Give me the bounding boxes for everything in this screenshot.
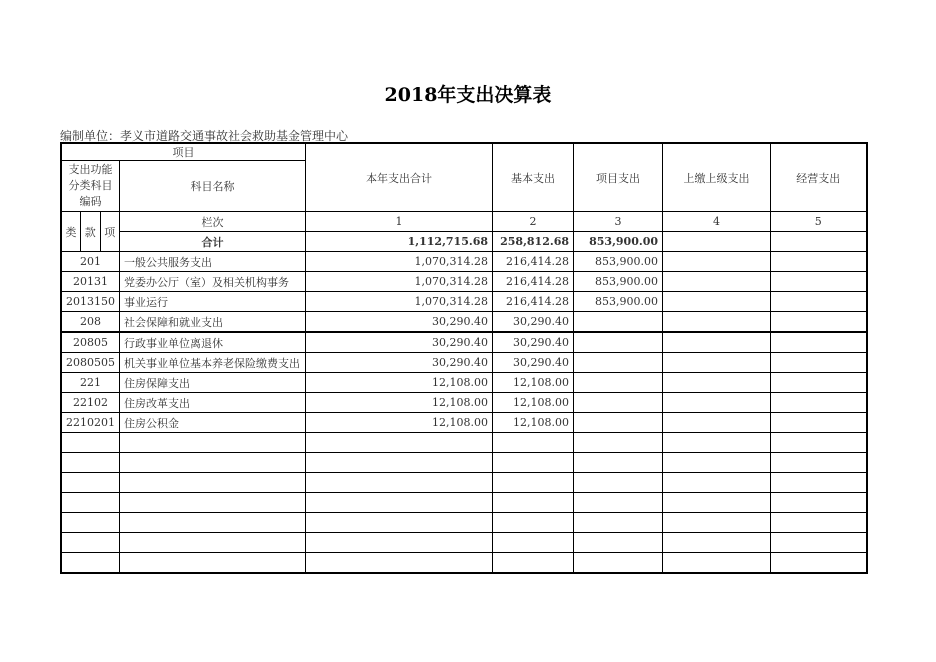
amount-upper [663, 272, 771, 292]
amount-basic [493, 513, 574, 533]
subject-name: 住房改革支出 [120, 393, 306, 413]
table-row [61, 332, 867, 353]
subject-name: 党委办公厅（室）及相关机构事务 [120, 272, 306, 292]
total-amount: 1,112,715.68 [306, 232, 493, 252]
table-row-empty [61, 513, 867, 533]
amount-upper [663, 453, 771, 473]
amount-project [574, 373, 663, 393]
amount-business [771, 453, 867, 473]
amount-project [574, 533, 663, 553]
amount-upper [663, 393, 771, 413]
header-project: 项目 [61, 143, 306, 161]
total-upper [663, 232, 771, 252]
amount-total [306, 553, 493, 574]
total-business [771, 232, 867, 252]
amount-total: 1,070,314.28 [306, 292, 493, 312]
amount-business [771, 413, 867, 433]
amount-project [574, 353, 663, 373]
table-row-empty [61, 433, 867, 453]
subject-code: 22102 [61, 393, 120, 413]
amount-upper [663, 353, 771, 373]
subject-code [61, 453, 120, 473]
amount-total [306, 453, 493, 473]
subject-code: 20805 [61, 332, 120, 353]
subject-name: 事业运行 [120, 292, 306, 312]
amount-basic: 12,108.00 [493, 413, 574, 433]
amount-basic: 216,414.28 [493, 292, 574, 312]
header-subject-name: 科目名称 [120, 161, 306, 212]
amount-business [771, 493, 867, 513]
amount-total [306, 533, 493, 553]
amount-total [306, 433, 493, 453]
amount-total: 30,290.40 [306, 332, 493, 353]
amount-upper [663, 332, 771, 353]
amount-project [574, 312, 663, 333]
header-row-index [61, 212, 867, 232]
table-row [61, 272, 867, 292]
total-row [61, 232, 867, 252]
header-lei: 类 [61, 212, 81, 252]
amount-upper [663, 252, 771, 272]
subject-name: 一般公共服务支出 [120, 252, 306, 272]
index-3: 3 [574, 212, 663, 232]
amount-project [574, 332, 663, 353]
amount-upper [663, 413, 771, 433]
amount-project [574, 393, 663, 413]
amount-total [306, 493, 493, 513]
amount-total: 12,108.00 [306, 413, 493, 433]
table-row-empty [61, 493, 867, 513]
amount-project [574, 553, 663, 574]
subject-name: 住房公积金 [120, 413, 306, 433]
table-row-empty [61, 453, 867, 473]
header-lanci: 栏次 [120, 212, 306, 232]
amount-business [771, 373, 867, 393]
amount-basic [493, 473, 574, 493]
subject-name: 社会保障和就业支出 [120, 312, 306, 333]
report-title: 2018年支出决算表 [384, 84, 552, 106]
header-xiang: 项 [100, 212, 120, 252]
subject-name: 住房保障支出 [120, 373, 306, 393]
amount-basic [493, 533, 574, 553]
subject-name [120, 433, 306, 453]
amount-business [771, 393, 867, 413]
header-total: 本年支出合计 [306, 143, 493, 212]
index-4: 4 [663, 212, 771, 232]
subject-code: 208 [61, 312, 120, 333]
amount-total: 30,290.40 [306, 353, 493, 373]
subject-code [61, 473, 120, 493]
amount-project [574, 433, 663, 453]
table-row [61, 393, 867, 413]
amount-business [771, 272, 867, 292]
amount-upper [663, 493, 771, 513]
amount-business [771, 292, 867, 312]
subject-code: 2080505 [61, 353, 120, 373]
subject-code [61, 433, 120, 453]
subject-code [61, 493, 120, 513]
amount-total: 1,070,314.28 [306, 272, 493, 292]
amount-basic: 12,108.00 [493, 393, 574, 413]
table-row-empty [61, 473, 867, 493]
subject-name [120, 453, 306, 473]
amount-basic: 216,414.28 [493, 272, 574, 292]
table-row [61, 312, 867, 333]
subject-code [61, 533, 120, 553]
expenditure-table [60, 142, 868, 574]
header-basic: 基本支出 [493, 143, 574, 212]
table-row-empty [61, 553, 867, 574]
amount-upper [663, 513, 771, 533]
header-project-expenditure: 项目支出 [574, 143, 663, 212]
header-code-group: 支出功能分类科目编码 [61, 161, 120, 212]
amount-basic: 30,290.40 [493, 332, 574, 353]
amount-total: 30,290.40 [306, 312, 493, 333]
subject-name [120, 513, 306, 533]
amount-project [574, 413, 663, 433]
amount-business [771, 433, 867, 453]
amount-project [574, 513, 663, 533]
subject-name [120, 553, 306, 574]
index-2: 2 [493, 212, 574, 232]
total-basic: 258,812.68 [493, 232, 574, 252]
amount-project: 853,900.00 [574, 292, 663, 312]
header-kuan: 款 [81, 212, 101, 252]
amount-upper [663, 433, 771, 453]
amount-basic: 30,290.40 [493, 312, 574, 333]
amount-upper [663, 312, 771, 333]
subject-name [120, 493, 306, 513]
amount-project [574, 473, 663, 493]
table-row [61, 353, 867, 373]
subject-code [61, 513, 120, 533]
amount-basic [493, 453, 574, 473]
header-business: 经营支出 [771, 143, 867, 212]
amount-business [771, 312, 867, 333]
table-row [61, 252, 867, 272]
amount-total: 1,070,314.28 [306, 252, 493, 272]
subject-name [120, 533, 306, 553]
total-label: 合计 [120, 232, 306, 252]
subject-code [61, 553, 120, 574]
subject-name: 机关事业单位基本养老保险缴费支出 [120, 353, 306, 373]
table-row-empty [61, 533, 867, 553]
amount-upper [663, 533, 771, 553]
amount-business [771, 553, 867, 574]
amount-business [771, 332, 867, 353]
amount-basic: 216,414.28 [493, 252, 574, 272]
amount-basic [493, 493, 574, 513]
subject-code: 221 [61, 373, 120, 393]
amount-basic: 12,108.00 [493, 373, 574, 393]
subject-code: 2210201 [61, 413, 120, 433]
amount-total: 12,108.00 [306, 393, 493, 413]
amount-business [771, 513, 867, 533]
table-row [61, 292, 867, 312]
amount-upper [663, 473, 771, 493]
subject-code: 201 [61, 252, 120, 272]
total-project: 853,900.00 [574, 232, 663, 252]
header-row-project [61, 143, 867, 161]
subject-name: 行政事业单位离退休 [120, 332, 306, 353]
amount-total: 12,108.00 [306, 373, 493, 393]
subject-code: 20131 [61, 272, 120, 292]
amount-business [771, 473, 867, 493]
amount-business [771, 353, 867, 373]
table-row [61, 373, 867, 393]
amount-project [574, 493, 663, 513]
amount-upper [663, 373, 771, 393]
amount-total [306, 513, 493, 533]
amount-upper [663, 553, 771, 574]
amount-project: 853,900.00 [574, 272, 663, 292]
header-upper-remit: 上缴上级支出 [663, 143, 771, 212]
amount-basic: 30,290.40 [493, 353, 574, 373]
amount-business [771, 533, 867, 553]
compiling-unit-label: 编制单位：孝义市道路交通事故社会救助基金管理中心 [60, 129, 349, 143]
table-row [61, 413, 867, 433]
amount-upper [663, 292, 771, 312]
subject-code: 2013150 [61, 292, 120, 312]
amount-basic [493, 553, 574, 574]
amount-project: 853,900.00 [574, 252, 663, 272]
index-1: 1 [306, 212, 493, 232]
amount-project [574, 453, 663, 473]
index-5: 5 [771, 212, 867, 232]
amount-business [771, 252, 867, 272]
subject-name [120, 473, 306, 493]
amount-basic [493, 433, 574, 453]
amount-total [306, 473, 493, 493]
